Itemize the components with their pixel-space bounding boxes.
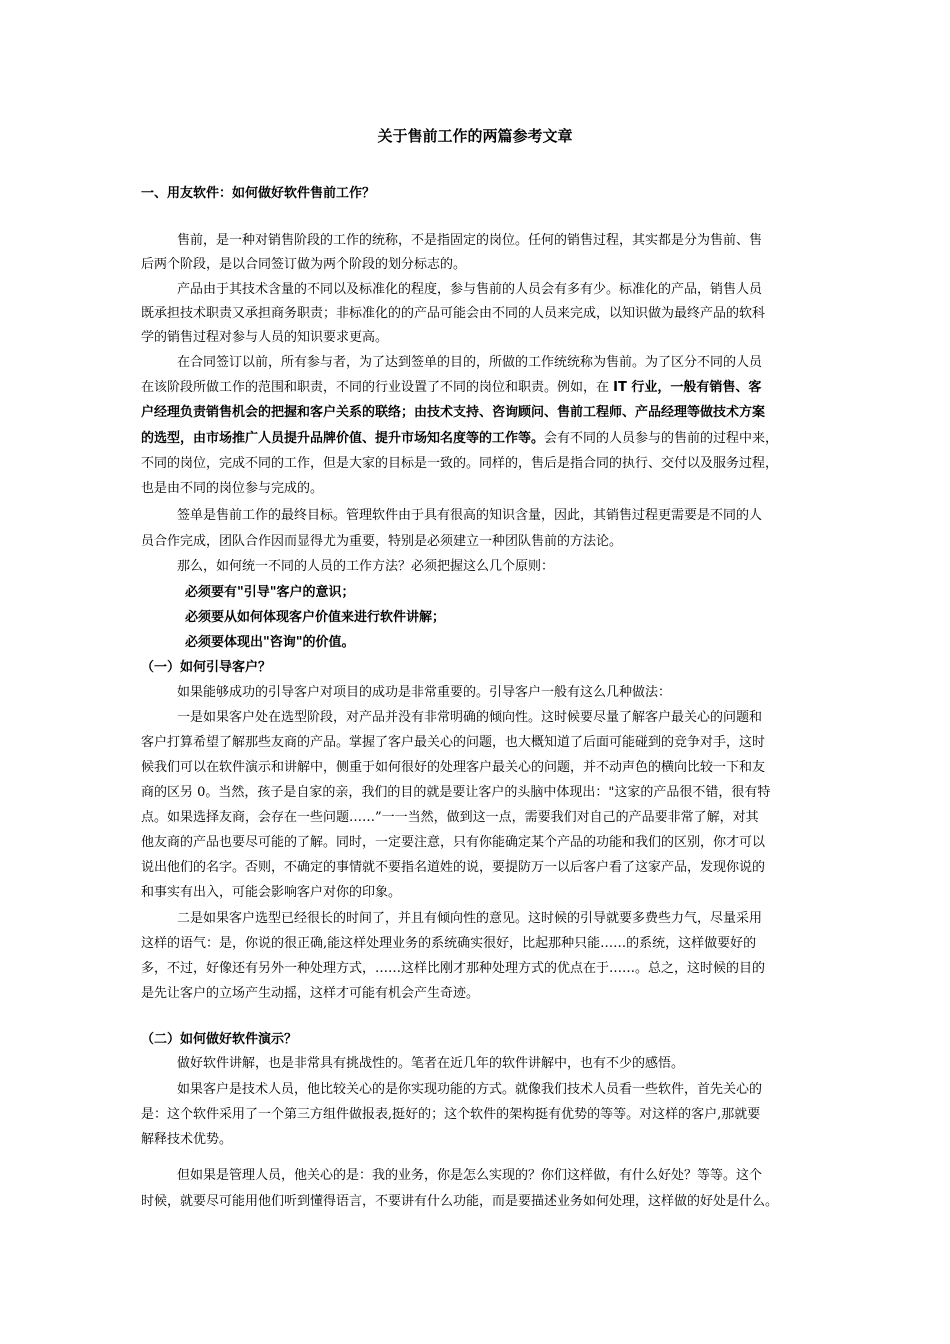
paragraph-line: 客户打算希望了解那些友商的产品。掌握了客户最关心的问题，也大概知道了后面可能碰到的竞争对手，这时 [141, 735, 766, 750]
paragraph-line: 解释技术优势。 [141, 1132, 233, 1147]
plain-text: 会有不同的人员参与的售前的过程中来， [544, 431, 779, 446]
paragraph-line: 产品由于其技术含量的不同以及标准化的程度，参与售前的人员会有多有少。标准化的产品，销售人员 [177, 282, 763, 297]
paragraph-line: 那么，如何统一不同的人员的工作方法？必须把握这么几个原则： [177, 559, 555, 574]
paragraph-line [141, 430, 821, 448]
principle-item: 必须要从如何体现客户价值来进行软件讲解； [185, 610, 446, 625]
paragraph-line: 二是如果客户选型已经很长的时间了，并且有倾向性的意见。这时候的引导就要多费些力气，尽量采用 [177, 911, 763, 926]
bold-text: IT 行业，一般有销售、客 [613, 380, 762, 395]
principle-item: 必须要体现出"咨询"的价值。 [185, 635, 355, 650]
paragraph-line: 他友商的产品也要尽可能的了解。同时，一定要注意，只有你能确定某个产品的功能和我们的区别，你才可以 [141, 835, 766, 850]
section-1-heading: 一、用友软件：如何做好软件售前工作？ [141, 186, 376, 201]
paragraph-line: 如果客户是技术人员，他比较关心的是你实现功能的方式。就像我们技术人员看一些软件，首先关心的 [177, 1082, 763, 1097]
paragraph-line: 点。如果选择友商，会存在一些问题……”一一当然，做到这一点，需要我们对自己的产品要非常了解，对其 [141, 810, 759, 825]
paragraph-line: 这样的语气：是，你说的很正确,能这样处理业务的系统确实很好，比起那种只能……的系统，这样做要好的 [141, 936, 757, 951]
paragraph-line: 如果能够成功的引导客户对项目的成功是非常重要的。引导客户一般有这么几种做法： [177, 685, 672, 700]
plain-text: 在该阶段所做工作的范围和职责，不同的行业设置了不同的岗位和职责。例如，在 [141, 380, 614, 395]
subsection-heading: （二）如何做好软件演示？ [141, 1032, 298, 1047]
paragraph-line: 是先让客户的立场产生动摇，这样才可能有机会产生奇迹。 [141, 986, 480, 1001]
paragraph-line: 后两个阶段，是以合同签订做为两个阶段的划分标志的。 [141, 257, 467, 272]
paragraph-line: 也是由不同的岗位参与完成的。 [141, 481, 324, 496]
paragraph-line: 一是如果客户处在选型阶段，对产品并没有非常明确的倾向性。这时候要尽量了解客户最关心的问题和 [177, 710, 763, 725]
paragraph-line: 但如果是管理人员，他关心的是：我的业务，你是怎么实现的？你们这样做，有什么好处？等等。这个 [177, 1168, 763, 1183]
paragraph-line: 说出他们的名字。否则，不确定的事情就不要指名道姓的说，要提防万一以后客户看了这家产品，发现你说的 [141, 860, 766, 875]
paragraph-line: 签单是售前工作的最终目标。管理软件由于具有很高的知识含量，因此，其销售过程更需要是不同的人 [177, 508, 763, 523]
subsection-heading: （一）如何引导客户？ [141, 660, 272, 675]
paragraph-line: 时候，就要尽可能用他们听到懂得语言，不要讲有什么功能，而是要描述业务如何处理，这样做的好处是什么。 [141, 1194, 779, 1209]
paragraph-line: 售前，是一种对销售阶段的工作的统称，不是指固定的岗位。任何的销售过程，其实都是分为售前、售 [177, 233, 763, 248]
paragraph-line: 是：这个软件采用了一个第三方组件做报表,挺好的；这个软件的架构挺有优势的等等。对这样的客户,那就要 [141, 1107, 761, 1122]
paragraph-line: 做好软件讲解，也是非常具有挑战性的。笔者在近几年的软件讲解中，也有不少的感悟。 [177, 1056, 685, 1071]
paragraph-line: 在合同签订以前，所有参与者，为了达到签单的目的，所做的工作统统称为售前。为了区分不同的人员 [177, 355, 763, 370]
page-title: 关于售前工作的两篇参考文章 [377, 127, 573, 145]
paragraph-line [141, 379, 821, 397]
paragraph-line: 候我们可以在软件演示和讲解中，侧重于如何很好的处理客户最关心的问题，并不动声色的横向比较一下和友 [141, 760, 766, 775]
paragraph-line: 既承担技术职责又承担商务职责；非标准化的的产品可能会由不同的人员来完成，以知识做为最终产品的软科 [141, 306, 766, 321]
paragraph-line: 和事实有出入，可能会影响客户对你的印象。 [141, 885, 402, 900]
paragraph-line: 不同的岗位，完成不同的工作，但是大家的目标是一致的。同样的，售后是指合同的执行、交付以及服务过程， [141, 456, 779, 471]
bold-text: 的选型，由市场推广人员提升品牌价值、提升市场知名度等的工作等。 [141, 431, 545, 446]
paragraph-line: 户经理负责销售机会的把握和客户关系的联络；由技术支持、咨询顾问、售前工程师、产品经理等做技术方案 [141, 405, 766, 420]
paragraph-line: 员合作完成，团队合作因而显得尤为重要，特别是必须建立一种团队售前的方法论。 [141, 534, 623, 549]
principle-item: 必须要有"引导"客户的意识； [185, 585, 355, 600]
paragraph-line: 多，不过，好像还有另外一种处理方式，……这样比刚才那种处理方式的优点在于……。总之，这时候的目的 [141, 961, 766, 976]
paragraph-line: 学的销售过程对参与人员的知识要求更高。 [141, 330, 389, 345]
paragraph-line: 商的区另 0。当然，孩子是自家的亲，我们的目的就是要让客户的头脑中体现出："这家的产品很不错，很有特 [141, 785, 771, 800]
